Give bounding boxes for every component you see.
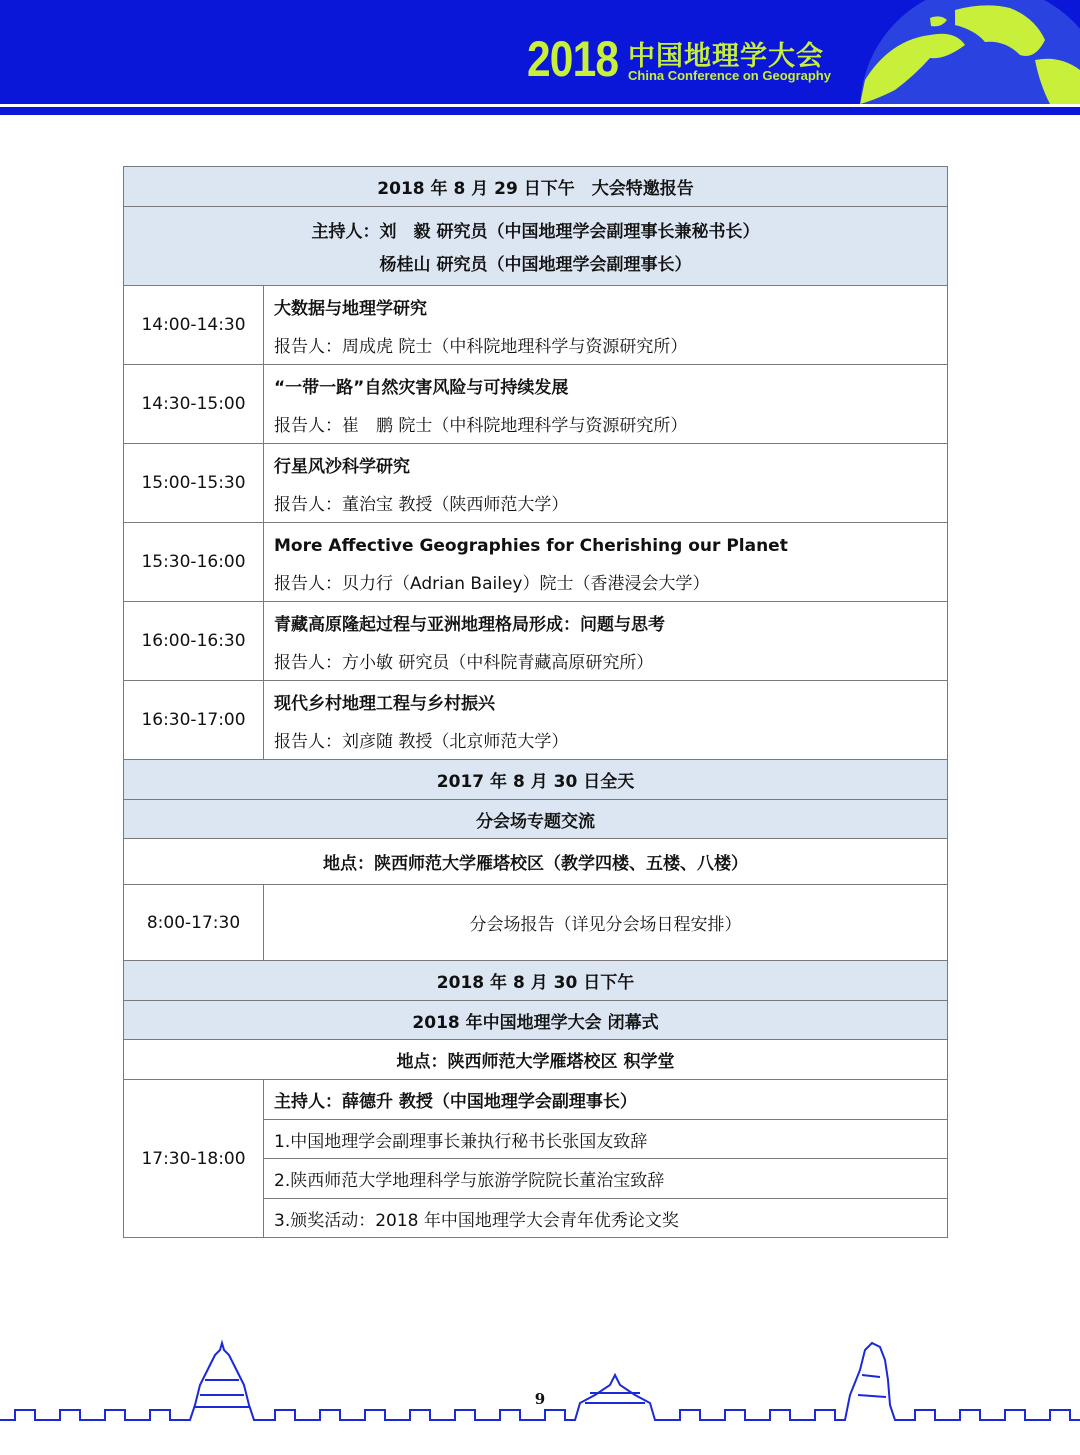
talk-time: 15:00-15:30 [124,444,264,523]
talk-title: 行星风沙科学研究 [274,457,410,477]
talk-row [124,681,948,760]
talk-time: 15:30-16:00 [124,523,264,602]
talk-time: 16:00-16:30 [124,602,264,681]
session-time: 8:00-17:30 [124,885,264,961]
talk-speaker: 报告人：刘彦随 教授（北京师范大学） [274,732,569,752]
page-number: 9 [534,1390,546,1408]
section1-date-row [124,167,948,207]
section2-date: 2017 年 8 月 30 日全天 [124,760,948,800]
section2-title: 分会场专题交流 [124,800,948,839]
section3-location-row [124,1040,948,1080]
section3-title: 2018 年中国地理学大会 闭幕式 [124,1001,948,1040]
talk-cell [264,602,948,681]
brand-title-cn: 中国地理学大会 [628,41,824,72]
talk-cell [264,681,948,760]
talk-title: 现代乡村地理工程与乡村振兴 [274,694,495,714]
section1-date: 2018 年 8 月 29 日下午 大会特邀报告 [124,167,948,207]
talk-cell [264,286,948,365]
schedule-table [123,166,948,1238]
header-divider-blue [0,107,1080,115]
closing-row [124,1080,948,1120]
talk-speaker: 报告人：贝力行（Adrian Bailey）院士（香港浸会大学） [274,574,710,594]
section1-host-cell [124,207,948,286]
globe-icon [835,0,1080,104]
header-banner [0,0,1080,104]
talk-title: “一带一路”自然灾害风险与可持续发展 [274,378,569,398]
closing-item: 3.颁奖活动：2018 年中国地理学大会青年优秀论文奖 [264,1199,948,1238]
talk-row [124,365,948,444]
talk-cell [264,444,948,523]
talk-row [124,286,948,365]
talk-cell [264,365,948,444]
section1-host-line2: 杨桂山 研究员（中国地理学会副理事长） [379,255,692,275]
talk-speaker: 报告人：方小敏 研究员（中科院青藏高原研究所） [274,653,654,673]
section2-title-row [124,800,948,839]
session-content: 分会场报告（详见分会场日程安排） [264,885,948,961]
brand-title-en: China Conference on Geography [628,68,831,83]
closing-item: 1.中国地理学会副理事长兼执行秘书长张国友致辞 [264,1120,948,1159]
section1-host-row [124,207,948,286]
section2-session-row [124,885,948,961]
talk-time: 14:30-15:00 [124,365,264,444]
section2-location-row [124,839,948,885]
talk-speaker: 报告人：崔 鹏 院士（中科院地理科学与资源研究所） [274,416,688,436]
talk-speaker: 报告人：董治宝 教授（陕西师范大学） [274,495,569,515]
section2-date-row [124,760,948,800]
talk-row [124,444,948,523]
talk-row [124,602,948,681]
talk-title: More Affective Geographies for Cherishing our Planet [274,536,788,556]
brand-year: 2018 [527,31,619,87]
section3-date-row [124,961,948,1001]
talk-row [124,523,948,602]
talk-title: 大数据与地理学研究 [274,299,427,319]
closing-host: 主持人：薛德升 教授（中国地理学会副理事长） [264,1080,948,1120]
talk-time: 16:30-17:00 [124,681,264,760]
section3-date: 2018 年 8 月 30 日下午 [124,961,948,1001]
talk-time: 14:00-14:30 [124,286,264,365]
section3-title-row [124,1001,948,1040]
section2-location: 地点：陕西师范大学雁塔校区（教学四楼、五楼、八楼） [124,839,948,885]
talk-cell [264,523,948,602]
talk-speaker: 报告人：周成虎 院士（中科院地理科学与资源研究所） [274,337,688,357]
section1-host-line1: 主持人：刘 毅 研究员（中国地理学会副理事长兼秘书长） [311,222,760,242]
section3-location: 地点：陕西师范大学雁塔校区 积学堂 [124,1040,948,1080]
talk-title: 青藏高原隆起过程与亚洲地理格局形成：问题与思考 [274,615,665,635]
closing-time: 17:30-18:00 [124,1080,264,1238]
closing-item: 2.陕西师范大学地理科学与旅游学院院长董治宝致辞 [264,1159,948,1199]
